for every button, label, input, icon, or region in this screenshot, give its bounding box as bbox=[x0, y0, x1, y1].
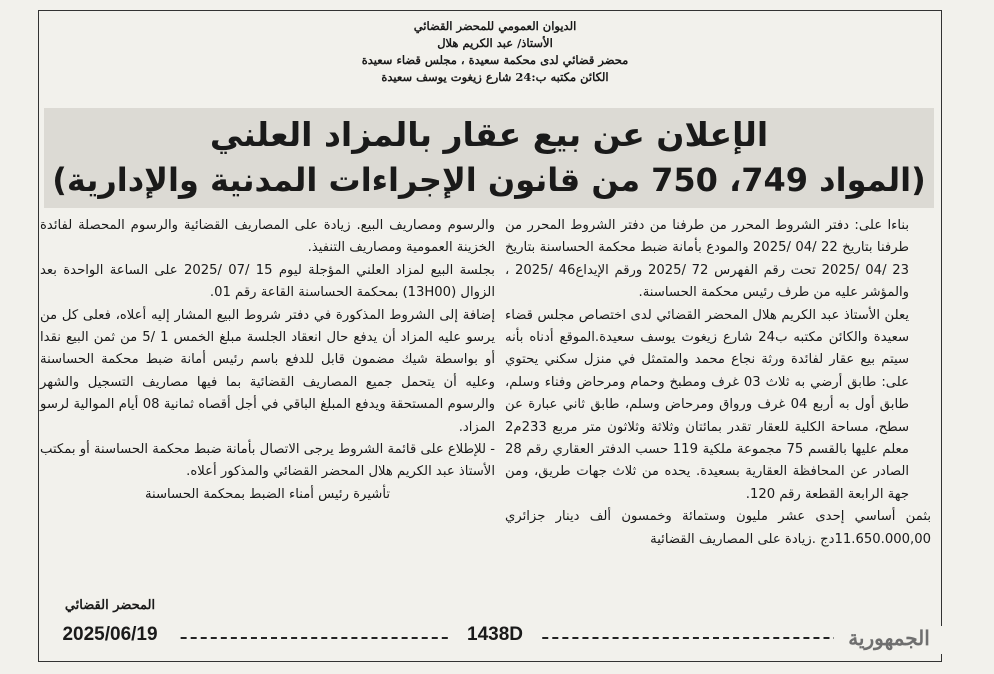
header-line-4: الكائن مكتبه ب:24 شارع زيغوت يوسف سعيدة bbox=[381, 70, 609, 84]
right-column bbox=[505, 215, 931, 551]
issuer-header bbox=[330, 18, 660, 86]
paragraph-contact: - للإطلاع على قائمة الشروط يرجى الاتصال بأمانة ضبط محكمة الحساسنة أو بمكتب الأستاذ عبد الكريم هلال المحضر القضائي والمذكور أعلاه. bbox=[40, 442, 495, 480]
title-subtitle: (المواد 749، 750 من قانون الإجراءات المدنية والإدارية) bbox=[52, 161, 926, 199]
header-line-3: محضر قضائي لدى محكمة سعيدة ، مجلس قضاء سعيدة bbox=[361, 53, 629, 67]
left-column bbox=[40, 215, 495, 506]
publication-date: 2025/06/19 bbox=[40, 624, 180, 646]
title-main: الإعلان عن بيع عقار بالمزاد العلني bbox=[209, 115, 769, 154]
reference-number: 1438D bbox=[450, 624, 540, 646]
newspaper-logo: الجمهورية bbox=[834, 626, 944, 654]
title-banner bbox=[44, 108, 934, 208]
signature-title: المحضر القضائي bbox=[64, 598, 156, 613]
header-line-2: الأستاذ/ عبد الكريم هلال bbox=[437, 36, 553, 50]
paragraph-conditions: إضافة إلى الشروط المذكورة في دفتر شروط البيع المشار إليه أعلاه، فعلى كل من يرسو عليه المزاد أن يدفع حال انعقاد الجلسة مبلغ الخمس 1 /5 من ثمن البيع نقدا أو بواسطة شيك مضمون قابل للدفع باسم رئيس أمانة ضبط محكمة الحساسنة وعليه أن يتحمل جميع المصاريف القضائية بما فيها مصاريف التسجيل والشهر والرسوم المستحقة ويدفع المبلغ الباقي في أجل أقصاه ثمانية 08 أيام الموالية لرسو المزاد. bbox=[40, 307, 496, 435]
paragraph-session: بجلسة البيع لمزاد العلني المؤجلة ليوم 15 /07 /2025 على الساعة الواحدة بعد الزوال (13H00) بمحكمة الحساسنة القاعة رقم 01. bbox=[40, 262, 495, 301]
header-line-1: الديوان العمومي للمحضر القضائي bbox=[413, 19, 577, 33]
paragraph-base-price: بثمن أساسي إحدى عشر مليون وستمائة وخمسون ألف دينار جزائري 11.650.000,00دج .زيادة على المصاريف القضائية bbox=[505, 509, 931, 547]
paragraph-fees: والرسوم ومصاريف البيع. زيادة على المصاريف القضائية والرسوم المحصلة لفائدة الخزينة العمومية ومصاريف التنفيذ. bbox=[40, 218, 495, 256]
paragraph-basis: بناءا على: دفتر الشروط المحرر من طرفنا من دفتر الشروط المحرر من طرفنا بتاريخ 22 /04 /2025 والمودع بأمانة ضبط محكمة الحساسنة بتاريخ 23 /04 /2025 تحت رقم الفهرس 72 /2025 ورقم الإيداع46 /2025 ، والمؤشر عليه من طرف رئيس محكمة الحساسنة. bbox=[505, 218, 909, 301]
paragraph-visa: تأشيرة رئيس أمناء الضبط بمحكمة الحساسنة bbox=[144, 486, 391, 502]
paragraph-property-description: يعلن الأستاذ عبد الكريم هلال المحضر القضائي لدى اختصاص مجلس قضاء سعيدة والكائن مكتبه ب24 شارع زيغوت يوسف سعيدة.الموقع أدناه بأنه سيتم بيع عقار لفائدة ورثة نجاع محمد والمتمثل في منزل سكني يحتوي على: طابق أرضي به ثلاث 03 غرف ومطبخ وحمام ومرحاض وفناء وسلم، طابق أول به أربع 04 غرف ورواق ومرحاض وسلم، طابق ثاني عبارة عن سطح، مساحة الكلية للعقار تقدر بمائتان وثلاثة وثلاثون متر مربع 233م2 معلم عليها بالقسم 75 مجموعة ملكية 119 حسب الدفتر العقاري رقم 28 الصادر عن المحافظة العقارية بسعيدة. يحده من ثلاث جهات طريق، ومن جهة الرابعة القطعة رقم 120. bbox=[505, 307, 910, 502]
